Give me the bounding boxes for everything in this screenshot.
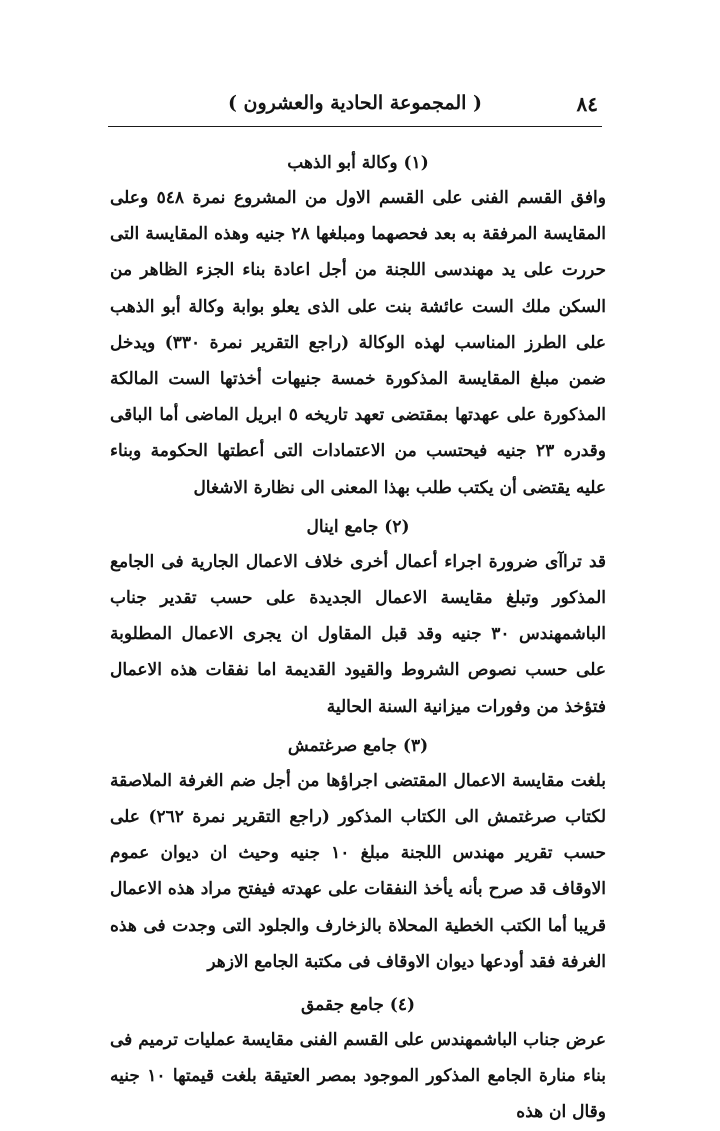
section-paragraph: قد تراآى ضرورة اجراء أعمال أخرى خلاف الاعمال الجارية فى الجامع المذكور وتبلغ مقايسة الاعمال الجديدة على حسب تقدير جناب الباشمهندس ٣٠ جنيه وقد قبل المقاول ان يجرى الاعمال المطلوبة على حسب نصوص الشروط والقيود القديمة اما نفقات هذه الاعمال فتؤخذ من وفورات ميزانية السنة الحالية (110, 551, 606, 717)
section-wakalat-abu-al-dahab (110, 146, 606, 506)
section-jami-sarghitmish (110, 729, 606, 980)
section-jami-inal (110, 510, 606, 725)
section-jami-jaqmaq (110, 988, 606, 1131)
section-paragraph: وافق القسم الفنى على القسم الاول من المشروع نمرة ٥٤٨ وعلى المقايسة المرفقة به بعد فحصهما ومبلغها ٢٨ جنيه وهذه المقايسة التى حررت على يد مهندسى اللجنة من أجل اعادة بناء الجزء الظاهر من السكن ملك الست عائشة بنت على الذى يعلو بوابة وكالة أبو الذهب على الطرز المناسب لهذه الوكالة (راجع التقرير نمرة ٣٣٠) ويدخل ضمن مبلغ المقايسة المذكورة خمسة جنيهات أخذتها الست المالكة المذكورة على عهدتها بمقتضى تعهد تاريخه ٥ ابريل الماضى أما الباقى وقدره ٢٣ جنيه فيحتسب من الاعتمادات التى أعطتها الحكومة وبناء عليه يقتضى أن يكتب طلب بهذا المعنى الى نظارة الاشغال (110, 188, 607, 498)
page-body (110, 146, 606, 1131)
running-title: ( المجموعة الحادية والعشرون ) (227, 92, 483, 114)
section-heading: (٣) جامع صرغتمش (287, 735, 429, 756)
section-paragraph: بلغت مقايسة الاعمال المقتضى اجراؤها من أجل ضم الغرفة الملاصقة لكتاب صرغتمش الى الكتاب المذكور (راجع التقرير نمرة ٢٦٢) على حسب تقرير مهندس اللجنة مبلغ ١٠ جنيه وحيث ان ديوان عموم الاوقاف قد صرح بأنه يأخذ النفقات على عهدته فيفتح مراد هذه الاعمال قريبا أما الكتب الخطية المحلاة بالزخارف والجلود التى وجدت فى هذه الغرفة فقد أودعها ديوان الاوقاف فى مكتبة الجامع الازهر (110, 770, 606, 972)
header-divider (108, 126, 602, 127)
section-paragraph: عرض جناب الباشمهندس على القسم الفنى مقايسة عمليات ترميم فى بناء منارة الجامع المذكور الموجود بمصر العتيقة بلغت قيمتها ١٠ جنيه وقال ان هذه (110, 1030, 606, 1123)
section-heading: (٢) جامع اينال (306, 516, 410, 537)
page-number: ٨٤ (576, 92, 598, 116)
section-heading: (٤) جامع جقمق (300, 995, 416, 1016)
section-heading: (١) وكالة أبو الذهب (287, 153, 429, 173)
page-header (112, 90, 598, 124)
